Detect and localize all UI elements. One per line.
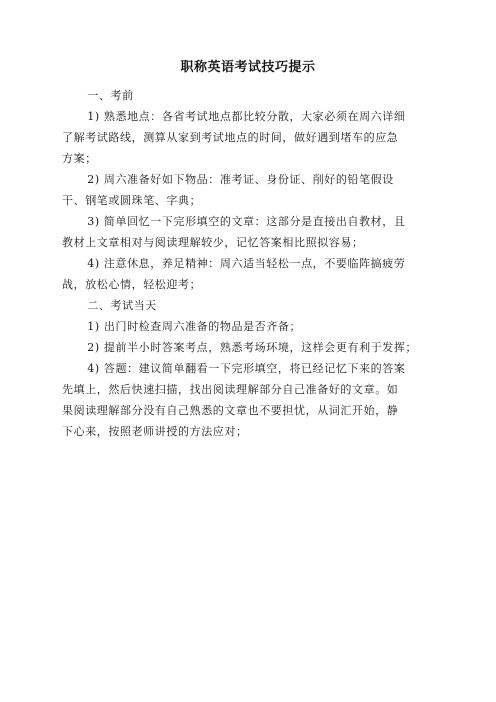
body-line: 2) 提前半小时答案考点，熟悉考场环境，这样会更有利于发挥； — [87, 341, 418, 354]
body-line: 4) 注意休息，养足精神：周六适当轻松一点，不要临阵搞疲劳 — [87, 257, 406, 270]
body-line: 一、考前 — [87, 89, 134, 102]
body-line: 教材上文章相对与阅读理解较少，记忆答案相比照拟容易； — [62, 236, 364, 249]
body-line: 了解考试路线，测算从家到考试地点的时间，做好遇到堵车的应急 — [62, 131, 399, 144]
body-line: 战，放松心情，轻松迎考； — [62, 278, 202, 291]
body-line: 1) 熟悉地点：各省考试地点都比较分散，大家必须在周六详细 — [87, 110, 406, 123]
body-line: 1) 出门时检查周六准备的物品是否齐备； — [87, 320, 302, 333]
body-line: 干、钢笔或圆珠笔、字典； — [62, 194, 202, 207]
document-title: 职称英语考试技巧提示 — [180, 60, 316, 75]
body-line: 2) 周六准备好如下物品：准考证、身份证、削好的铅笔假设 — [87, 173, 394, 186]
document-body — [62, 85, 440, 442]
body-line: 4) 答题：建议简单翻看一下完形填空，将已经记忆下来的答案 — [87, 362, 406, 375]
body-line: 下心来，按照老师讲授的方法应对； — [62, 425, 248, 438]
body-line: 3) 简单回忆一下完形填空的文章：这部分是直接出自教材，且 — [87, 215, 406, 228]
body-line: 果阅读理解部分没有自己熟悉的文章也不要担忧，从词汇开始，静 — [62, 404, 399, 417]
body-line: 先填上，然后快速扫描，找出阅读理解部分自己准备好的文章。如 — [62, 383, 399, 396]
body-line: 方案； — [62, 152, 97, 165]
body-line: 二、考试当天 — [87, 299, 157, 312]
